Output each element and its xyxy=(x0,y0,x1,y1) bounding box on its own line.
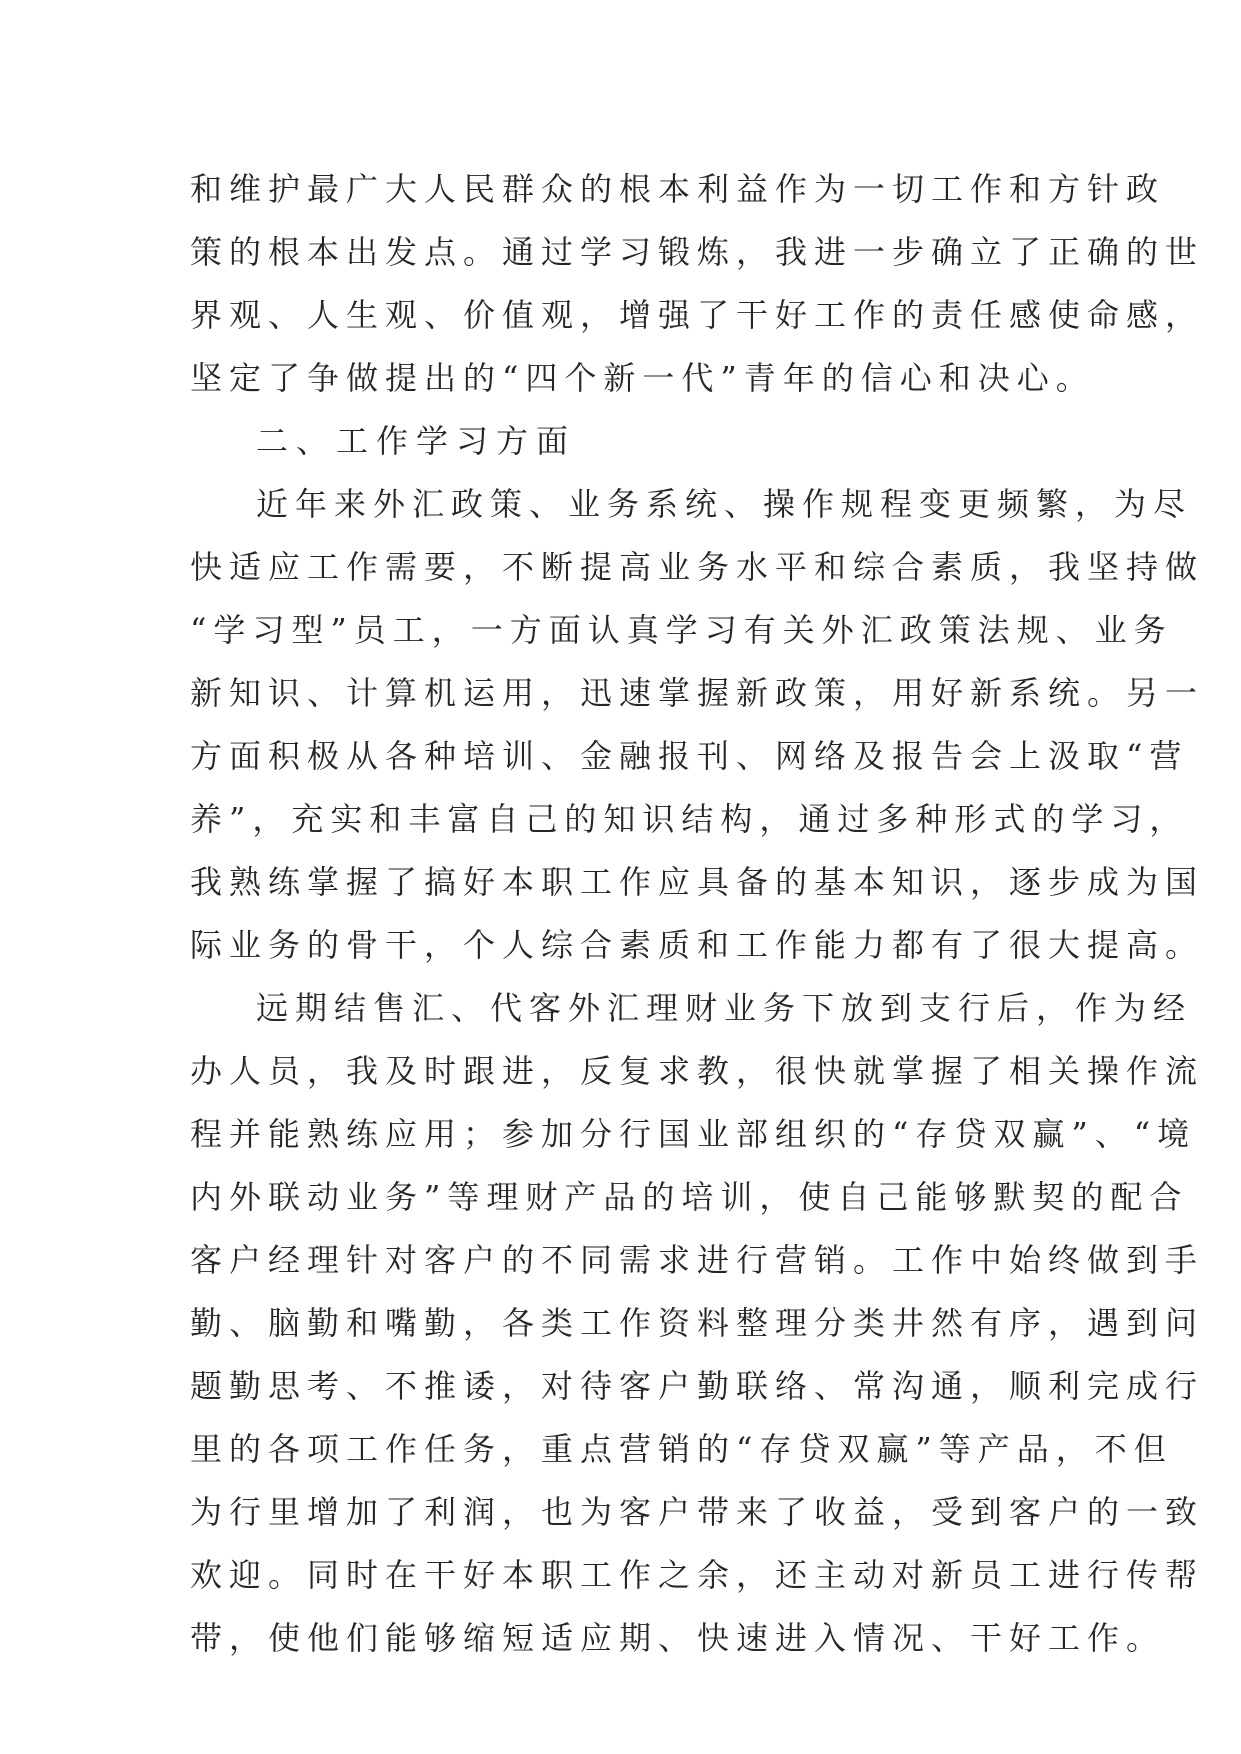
text-line: 程并能熟练应用；参加分行国业部组织的“存贷双赢”、“境 xyxy=(190,1115,1197,1153)
text-line: 快适应工作需要，不断提高业务水平和综合素质，我坚持做 xyxy=(190,548,1205,586)
text-line: 坚定了争做提出的“四个新一代”青年的信心和决心。 xyxy=(190,359,1095,397)
text-line: 新知识、计算机运用，迅速掌握新政策，用好新系统。另一 xyxy=(190,674,1205,712)
text-line: 养”，充实和丰富自己的知识结构，通过多种形式的学习， xyxy=(190,800,1189,838)
text-line: “学习型”员工，一方面认真学习有关外汇政策法规、业务 xyxy=(190,611,1173,649)
text-line: 带，使他们能够缩短适应期、快速进入情况、干好工作。 xyxy=(190,1619,1166,1657)
text-line: 方面积极从各种培训、金融报刊、网络及报告会上汲取“营 xyxy=(190,737,1189,775)
text-line: 近年来外汇政策、业务系统、操作规程变更频繁，为尽 xyxy=(256,485,1193,523)
text-line: 办人员，我及时跟进，反复求教，很快就掌握了相关操作流 xyxy=(190,1052,1205,1090)
paragraph-business xyxy=(190,977,1205,1670)
section1-tail-paragraph xyxy=(190,158,1205,410)
section-heading: 二、工作学习方面 xyxy=(256,422,577,460)
text-line: 为行里增加了利润，也为客户带来了收益，受到客户的一致 xyxy=(190,1493,1205,1531)
text-line: 际业务的骨干，个人综合素质和工作能力都有了很大提高。 xyxy=(190,926,1205,964)
document-body xyxy=(190,158,1205,1670)
text-line: 题勤思考、不推诿，对待客户勤联络、常沟通，顺利完成行 xyxy=(190,1367,1205,1405)
text-line: 界观、人生观、价值观，增强了干好工作的责任感使命感， xyxy=(190,296,1205,334)
paragraph-work-study xyxy=(190,473,1205,977)
text-line: 和维护最广大人民群众的根本利益作为一切工作和方针政 xyxy=(190,170,1166,208)
text-line: 欢迎。同时在干好本职工作之余，还主动对新员工进行传帮 xyxy=(190,1556,1205,1594)
text-line: 客户经理针对客户的不同需求进行营销。工作中始终做到手 xyxy=(190,1241,1205,1279)
text-line: 我熟练掌握了搞好本职工作应具备的基本知识，逐步成为国 xyxy=(190,863,1205,901)
text-line: 远期结售汇、代客外汇理财业务下放到支行后，作为经 xyxy=(256,989,1193,1027)
text-line: 里的各项工作任务，重点营销的“存贷双赢”等产品，不但 xyxy=(190,1430,1173,1468)
text-line: 内外联动业务”等理财产品的培训，使自己能够默契的配合 xyxy=(190,1178,1189,1216)
text-line: 策的根本出发点。通过学习锻炼，我进一步确立了正确的世 xyxy=(190,233,1205,271)
text-line: 勤、脑勤和嘴勤，各类工作资料整理分类井然有序，遇到问 xyxy=(190,1304,1205,1342)
